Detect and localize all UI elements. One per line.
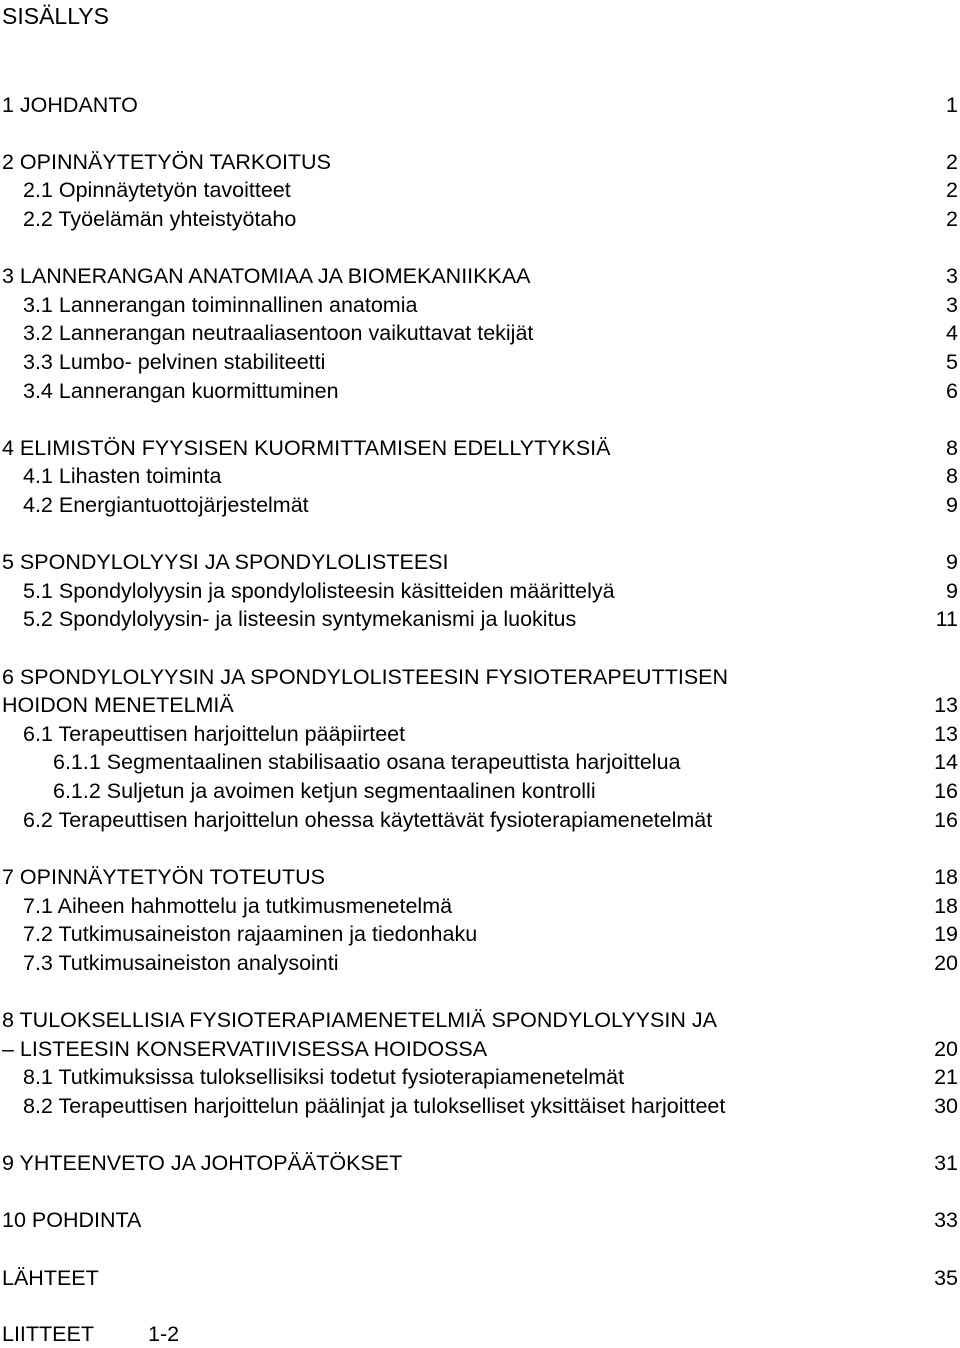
toc-entry-page: 18 [934,865,958,889]
toc-entry-page: 2 [946,207,958,231]
toc-entry-page: 5 [946,350,958,374]
toc-entry-label: 7 OPINNÄYTETYÖN TOTEUTUS [2,865,325,889]
toc-entry-page: 14 [934,750,958,774]
toc-entry-2-1[interactable] [0,176,960,204]
toc-entry-label: 6.1.1 Segmentaalinen stabilisaatio osana terapeuttista harjoittelua [53,750,681,774]
toc-entry-label: 2.2 Työelämän yhteistyötaho [23,207,297,231]
toc-entry-label: 7.2 Tutkimusaineiston rajaaminen ja tiedonhaku [23,922,478,946]
toc-entry-label: 9 YHTEENVETO JA JOHTOPÄÄTÖKSET [2,1151,403,1175]
toc-entry-7-1[interactable] [0,892,960,920]
toc-entry-page: 16 [934,808,958,832]
toc-entry-page: 20 [934,1037,958,1061]
toc-entry-page: 33 [934,1208,958,1232]
toc-entry-6[interactable] [0,663,960,691]
toc-entry-page: 35 [934,1266,958,1290]
toc-entry-label: 8.1 Tutkimuksissa tuloksellisiksi todetut fysioterapiamenetelmät [23,1065,625,1089]
toc-entry-label: 8.2 Terapeuttisen harjoittelun päälinjat ja tulokselliset yksittäiset harjoitteet [23,1094,726,1118]
toc-entry-page: 21 [934,1065,958,1089]
toc-entry-page: 20 [934,951,958,975]
toc-entry-8-2[interactable] [0,1092,960,1120]
toc-entry-8[interactable] [0,1006,960,1034]
toc-entry-label: 2 OPINNÄYTETYÖN TARKOITUS [2,150,331,174]
toc-entry-1[interactable] [0,91,960,119]
toc-entry-label: 4.1 Lihasten toiminta [23,464,222,488]
toc-entry-label: 6 SPONDYLOLYYSIN JA SPONDYLOLISTEESIN FYSIOTERAPEUTTISEN [2,665,729,689]
toc-entry-references[interactable] [0,1264,960,1292]
toc-entry-label: 1 JOHDANTO [2,93,138,117]
toc-entry-label: 5.1 Spondylolyysin ja spondylolisteesin käsitteiden määrittelyä [23,579,615,603]
toc-entry-4-1[interactable] [0,462,960,490]
toc-entry-9[interactable] [0,1149,960,1177]
toc-entry-page: 16 [934,779,958,803]
toc-entry-2[interactable] [0,148,960,176]
toc-entry-7-2[interactable] [0,920,960,948]
toc-entry-label: 3.1 Lannerangan toiminnallinen anatomia [23,293,418,317]
toc-entry-5-1[interactable] [0,577,960,605]
toc-entry-7-3[interactable] [0,949,960,977]
toc-entry-label: 6.1.2 Suljetun ja avoimen ketjun segmentaalinen kontrolli [53,779,596,803]
toc-entry-label: 2.1 Opinnäytetyön tavoitteet [23,178,291,202]
toc-entry-label: 3 LANNERANGAN ANATOMIAA JA BIOMEKANIIKKAA [2,264,531,288]
toc-entry-appendices[interactable] [0,1320,960,1348]
toc-entry-label: 3.2 Lannerangan neutraaliasentoon vaikuttavat tekijät [23,321,534,345]
toc-entry-page: 1-2 [148,1322,180,1346]
toc-entry-page: 4 [946,321,958,345]
toc-entry-page: 9 [946,550,958,574]
toc-entry-8-cont[interactable] [0,1035,960,1063]
toc-entry-label: 6.1 Terapeuttisen harjoittelun pääpiirteet [23,722,406,746]
page-title: SISÄLLYS [2,3,109,29]
toc-entry-label: 3.4 Lannerangan kuormittuminen [23,379,339,403]
toc-entry-page: 6 [946,379,958,403]
toc-entry-3-3[interactable] [0,348,960,376]
toc-entry-6-cont[interactable] [0,691,960,719]
toc-entry-label: LIITTEET [2,1322,94,1346]
toc-entry-4[interactable] [0,434,960,462]
toc-entry-label: 4 ELIMISTÖN FYYSISEN KUORMITTAMISEN EDELLYTYKSIÄ [2,436,611,460]
toc-entry-page: 1 [946,93,958,117]
toc-entry-6-1-1[interactable] [0,748,960,776]
toc-entry-5-2[interactable] [0,605,960,633]
toc-entry-2-2[interactable] [0,205,960,233]
toc-entry-4-2[interactable] [0,491,960,519]
toc-entry-5[interactable] [0,548,960,576]
toc-entry-page: 18 [934,894,958,918]
toc-entry-3[interactable] [0,262,960,290]
toc-entry-label: 4.2 Energiantuottojärjestelmät [23,493,309,517]
toc-entry-label: – LISTEESIN KONSERVATIIVISESSA HOIDOSSA [2,1037,488,1061]
toc-entry-page: 13 [934,722,958,746]
toc-entry-10[interactable] [0,1206,960,1234]
toc-entry-page: 11 [935,607,958,631]
toc-entry-8-1[interactable] [0,1063,960,1091]
toc-entry-page: 3 [946,264,958,288]
toc-entry-3-2[interactable] [0,319,960,347]
toc-entry-page: 9 [946,579,958,603]
toc-entry-page: 2 [946,178,958,202]
toc-entry-page: 9 [946,493,958,517]
toc-entry-page: 19 [934,922,958,946]
toc-entry-3-1[interactable] [0,291,960,319]
toc-entry-6-1-2[interactable] [0,777,960,805]
toc-entry-label: 6.2 Terapeuttisen harjoittelun ohessa käytettävät fysioterapiamenetelmät [23,808,713,832]
toc-entry-7[interactable] [0,863,960,891]
toc-entry-label: 5 SPONDYLOLYYSI JA SPONDYLOLISTEESI [2,550,449,574]
toc-entry-label: 8 TULOKSELLISIA FYSIOTERAPIAMENETELMIÄ SPONDYLOLYYSIN JA [2,1008,717,1032]
toc-entry-page: 31 [934,1151,958,1175]
toc-entry-label: 3.3 Lumbo- pelvinen stabiliteetti [23,350,326,374]
toc-entry-6-1[interactable] [0,720,960,748]
toc-entry-page: 13 [934,693,958,717]
toc-entry-label: LÄHTEET [2,1266,99,1290]
toc-entry-page: 8 [946,436,958,460]
toc-entry-page: 2 [946,150,958,174]
toc-entry-label: 5.2 Spondylolyysin- ja listeesin syntymekanismi ja luokitus [23,607,577,631]
toc-entry-label: HOIDON MENETELMIÄ [2,693,234,717]
toc-entry-label: 10 POHDINTA [2,1208,142,1232]
toc-entry-6-2[interactable] [0,806,960,834]
toc-entry-page: 30 [934,1094,958,1118]
toc-entry-label: 7.3 Tutkimusaineiston analysointi [23,951,339,975]
toc-entry-page: 8 [946,464,958,488]
toc-entry-label: 7.1 Aiheen hahmottelu ja tutkimusmenetelmä [23,894,453,918]
toc-entry-page: 3 [946,293,958,317]
toc-entry-3-4[interactable] [0,377,960,405]
